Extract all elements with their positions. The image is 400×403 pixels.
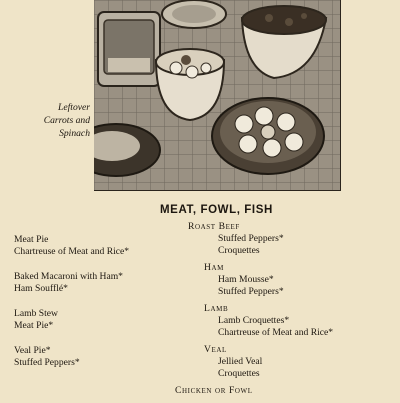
left-column — [14, 234, 184, 382]
dish-group — [14, 234, 184, 257]
right-column — [175, 221, 400, 403]
dish-item: Meat Pie — [14, 234, 49, 245]
dish-item: Croquettes — [218, 367, 260, 379]
photo-caption — [20, 101, 90, 140]
dish-item: Stuffed Peppers* — [218, 285, 284, 297]
category-group — [175, 262, 400, 297]
category-heading: Lamb — [204, 303, 229, 314]
section-title: MEAT, FOWL, FISH — [160, 204, 273, 216]
caption-line: Carrots and — [43, 115, 90, 126]
dish-item: Stuffed Peppers* — [218, 233, 284, 244]
food-photograph-illustration — [94, 0, 340, 190]
category-heading: Ham — [204, 262, 225, 273]
caption-line: Spinach — [59, 128, 90, 139]
dish-group — [14, 308, 184, 331]
dish-item: Croquettes — [218, 244, 260, 256]
dish-group — [14, 345, 184, 368]
caption-line: Leftover — [58, 102, 90, 113]
category-group — [175, 303, 400, 338]
category-group — [175, 385, 400, 397]
dish-item: Ham Soufflé* — [14, 282, 68, 294]
dish-item: Stuffed Peppers* — [14, 356, 80, 368]
category-heading: Veal — [204, 344, 227, 355]
category-group — [175, 344, 400, 379]
dish-item: Baked Macaroni with Ham* — [14, 271, 123, 282]
dish-item: Meat Pie* — [14, 319, 54, 331]
category-heading: Chicken or Fowl — [175, 385, 253, 396]
dish-item: Veal Pie* — [14, 345, 51, 356]
dish-item: Lamb Stew — [14, 308, 58, 319]
category-group — [175, 221, 400, 256]
dish-item: Chartreuse of Meat and Rice* — [218, 326, 334, 338]
dish-item: Chartreuse of Meat and Rice* — [14, 245, 130, 257]
dish-group — [14, 271, 184, 294]
dish-item: Jellied Veal — [218, 356, 263, 367]
category-heading: Roast Beef — [188, 221, 240, 232]
dish-item: Ham Mousse* — [218, 274, 274, 285]
food-photograph — [94, 0, 341, 191]
dish-item: Lamb Croquettes* — [218, 315, 290, 326]
